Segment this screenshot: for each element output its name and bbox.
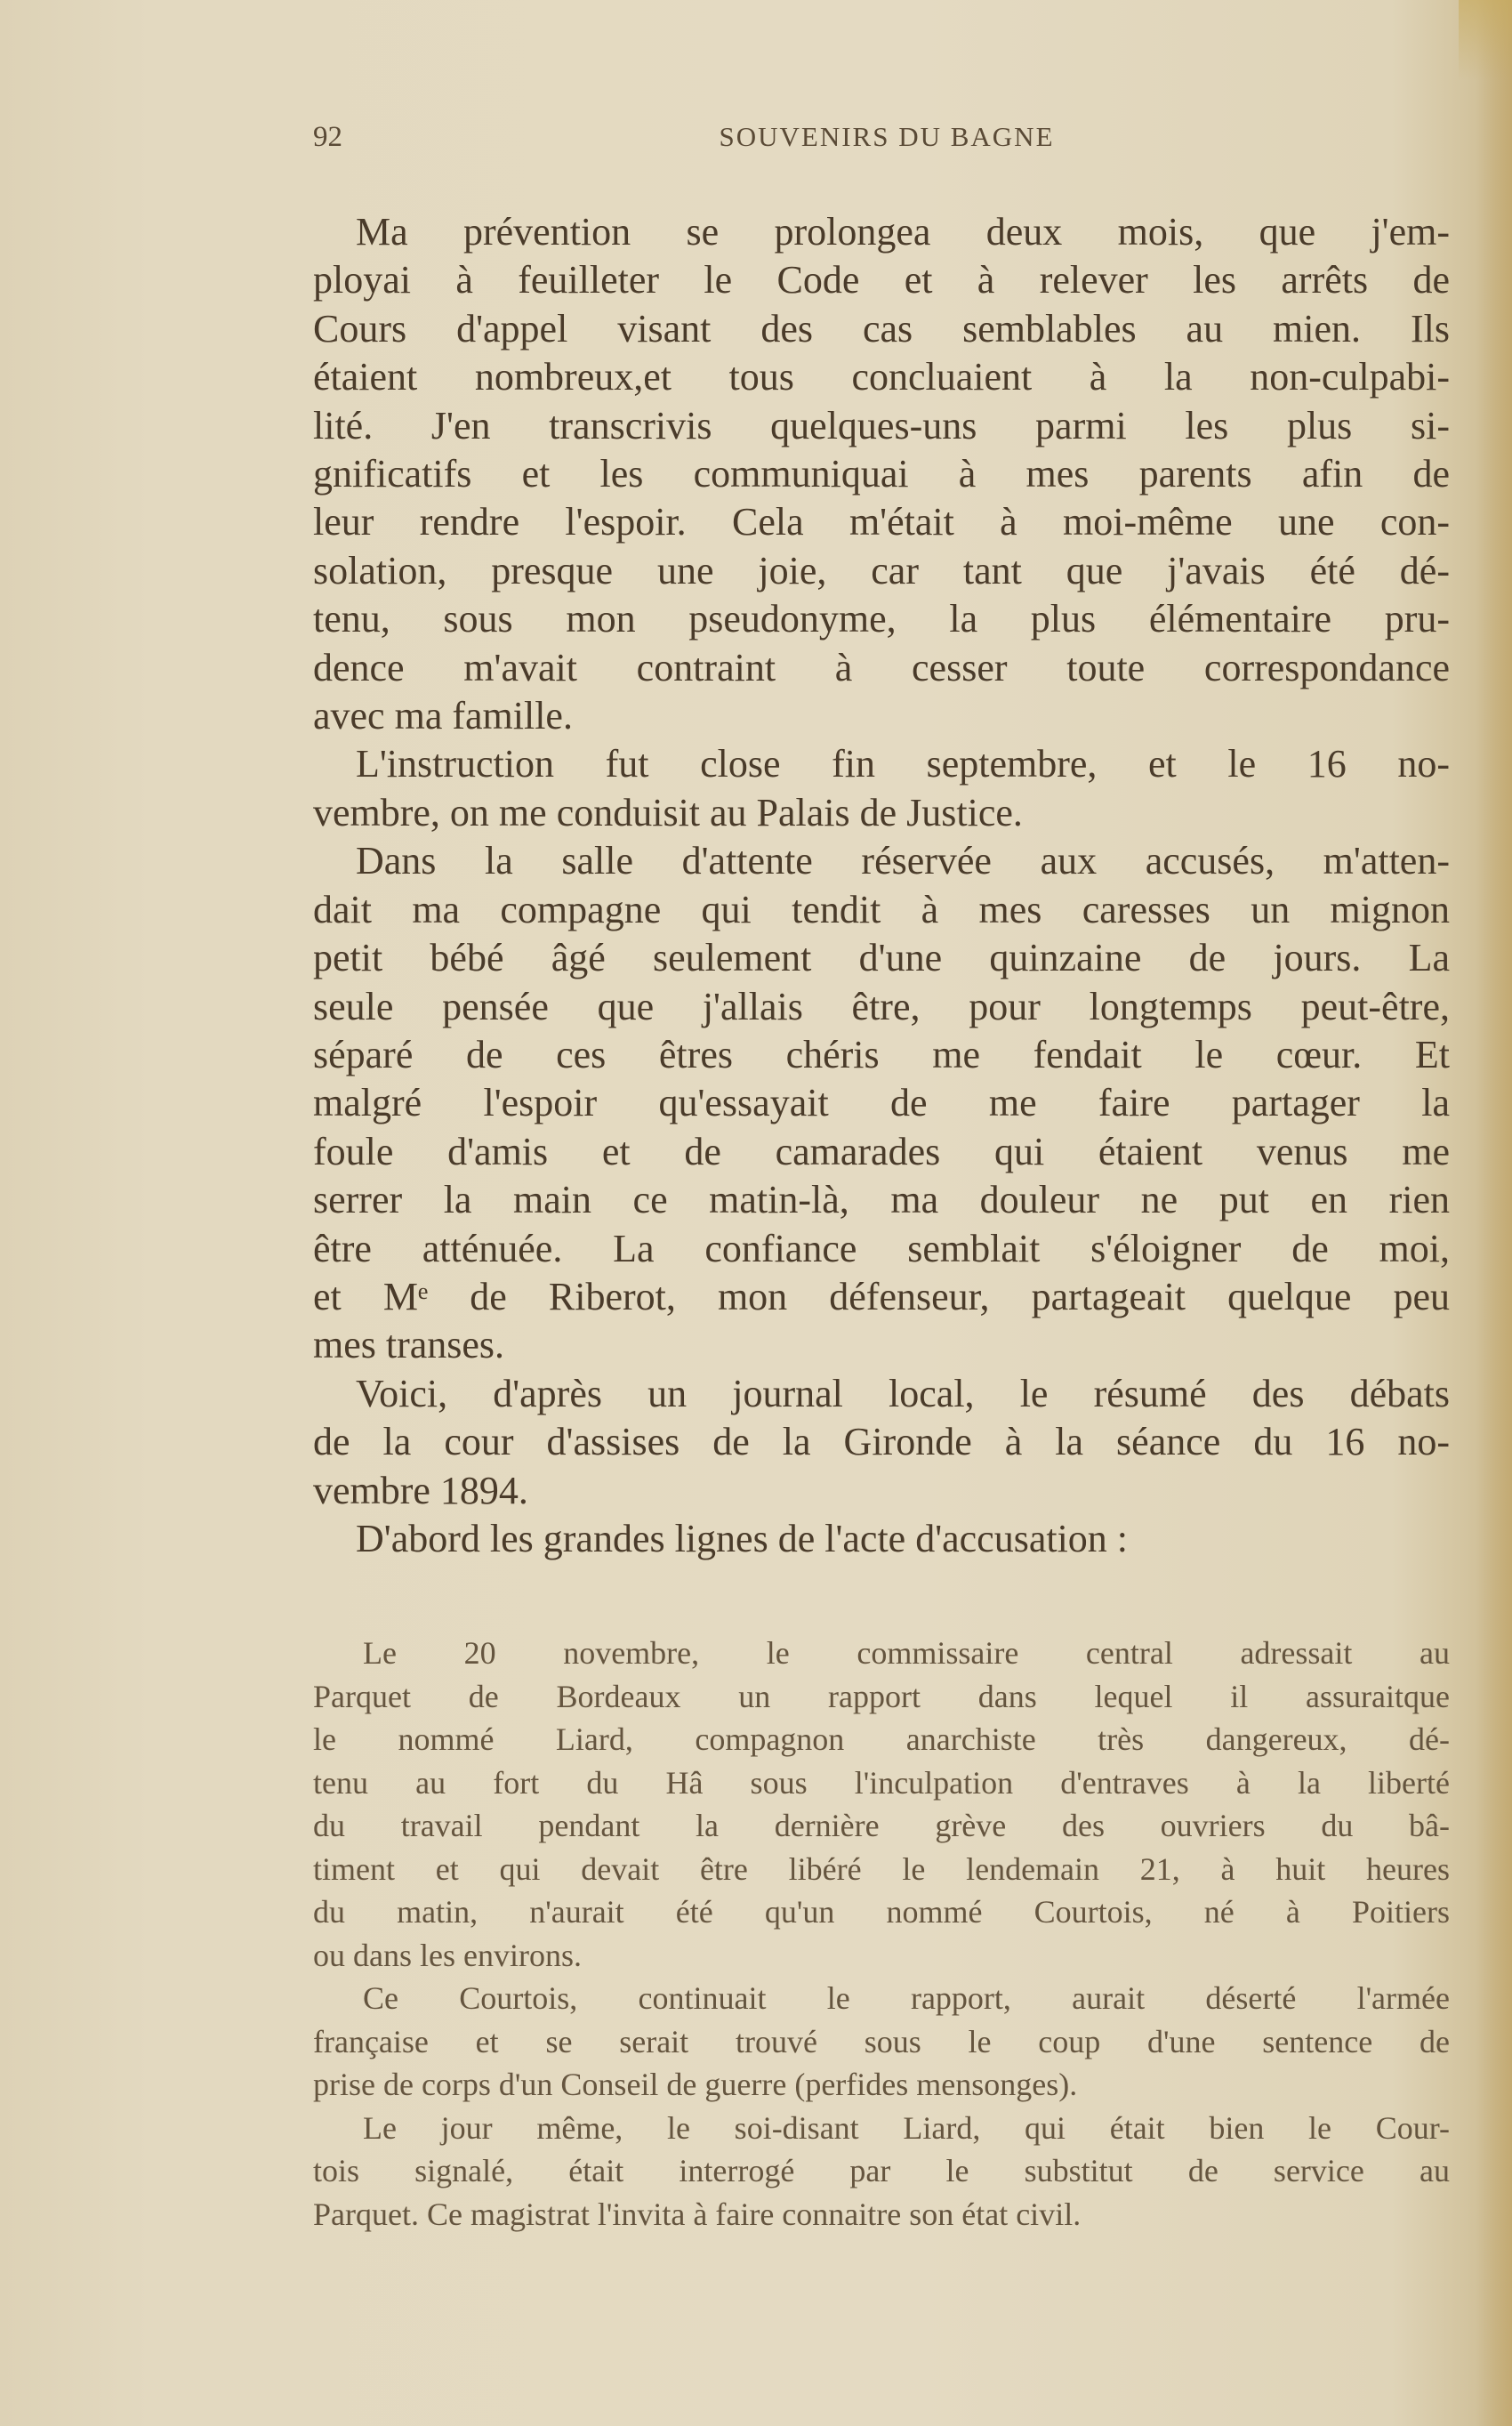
text-line: avec ma famille. xyxy=(313,694,573,738)
text-line: Cours d'appel visant des cas semblables au mien. Ils xyxy=(313,306,1450,351)
text-line: Parquet. Ce magistrat l'invita à faire connaitre son état civil. xyxy=(313,2196,1082,2232)
text-line: dait ma compagne qui tendit à mes caresses un mignon xyxy=(313,887,1450,931)
text-line: de la cour d'assises de la Gironde à la séance du 16 no- xyxy=(313,1420,1450,1464)
quote-paragraph xyxy=(313,1977,1450,2107)
text-line: D'abord les grandes lignes de l'acte d'accusation : xyxy=(356,1516,1129,1560)
text-line: étaient nombreux,et tous concluaient à la non-culpabi- xyxy=(313,355,1450,399)
text-line: malgré l'espoir qu'essayait de me faire partager la xyxy=(313,1081,1450,1125)
text-line: le nommé Liard, compagnon anarchiste très dangereux, dé- xyxy=(313,1721,1450,1757)
page-stain xyxy=(1459,0,1512,80)
text-line: mes transes. xyxy=(313,1323,505,1367)
body-paragraph xyxy=(313,1370,1450,1515)
body-paragraph xyxy=(313,740,1450,837)
main-text xyxy=(313,208,1450,1563)
text-line: dence m'avait contraint à cesser toute correspondance xyxy=(313,645,1450,689)
running-title: SOUVENIRS DU BAGNE xyxy=(719,121,1055,152)
text-line: du travail pendant la dernière grève des ouvriers du bâ- xyxy=(313,1808,1450,1843)
text-line: leur rendre l'espoir. Cela m'était à moi-même une con- xyxy=(313,500,1450,544)
quote-paragraph xyxy=(313,2107,1450,2237)
text-line: serrer la main ce matin-là, ma douleur ne put en rien xyxy=(313,1178,1450,1222)
quote-paragraph xyxy=(313,1632,1450,1977)
text-line: foule d'amis et de camarades qui étaient venus me xyxy=(313,1129,1450,1173)
text-line: solation, presque une joie, car tant que j'avais été dé- xyxy=(313,548,1450,592)
text-line: ployai à feuilleter le Code et à relever les arrêts de xyxy=(313,258,1450,302)
text-line: L'instruction fut close fin septembre, et le 16 no- xyxy=(356,742,1450,786)
page-number: 92 xyxy=(313,121,342,153)
quoted-text xyxy=(313,1632,1450,2236)
text-line: petit bébé âgé seulement d'une quinzaine de jours. La xyxy=(313,936,1450,980)
text-line: lité. J'en transcrivis quelques-uns parmi les plus si- xyxy=(313,403,1450,447)
text-line: et Mᵉ de Riberot, mon défenseur, partageait quelque peu xyxy=(313,1274,1450,1318)
body-paragraph xyxy=(313,208,1450,740)
text-line: ou dans les environs. xyxy=(313,1937,582,1973)
text-line: Voici, d'après un journal local, le résumé des débats xyxy=(356,1371,1450,1415)
body-paragraph xyxy=(313,1515,1450,1563)
text-line: séparé de ces êtres chéris me fendait le cœur. Et xyxy=(313,1032,1450,1076)
body-paragraph xyxy=(313,837,1450,1369)
text-line: seule pensée que j'allais être, pour longtemps peut-être, xyxy=(313,984,1450,1028)
text-line: vembre 1894. xyxy=(313,1468,528,1512)
page-binding-shadow xyxy=(1476,0,1512,2426)
text-line: Parquet de Bordeaux un rapport dans lequel il assuraitque xyxy=(313,1678,1450,1714)
text-line: tenu au fort du Hâ sous l'inculpation d'entraves à la liberté xyxy=(313,1764,1450,1801)
text-line: prise de corps d'un Conseil de guerre (perfides mensonges). xyxy=(313,2067,1078,2102)
text-line: tois signalé, était interrogé par le substitut de service au xyxy=(313,2153,1450,2188)
text-line: gnificatifs et les communiquai à mes parents afin de xyxy=(313,452,1450,496)
text-line: Ma prévention se prolongea deux mois, que j'em- xyxy=(356,210,1450,254)
text-line: Le 20 novembre, le commissaire central adressait au xyxy=(363,1635,1450,1671)
text-line: du matin, n'aurait été qu'un nommé Courtois, né à Poitiers xyxy=(313,1894,1450,1930)
text-line: vembre, on me conduisit au Palais de Justice. xyxy=(313,790,1023,834)
text-line: française et se serait trouvé sous le coup d'une sentence de xyxy=(313,2023,1450,2059)
text-line: Dans la salle d'attente réservée aux accusés, m'atten- xyxy=(356,839,1450,883)
text-line: timent et qui devait être libéré le lendemain 21, à huit heures xyxy=(313,1850,1450,1887)
text-line: Le jour même, le soi-disant Liard, qui était bien le Cour- xyxy=(363,2109,1450,2146)
text-line: être atténuée. La confiance semblait s'éloigner de moi, xyxy=(313,1226,1450,1270)
text-line: Ce Courtois, continuait le rapport, aurait déserté l'armée xyxy=(363,1980,1450,2016)
text-line: tenu, sous mon pseudonyme, la plus élémentaire pru- xyxy=(313,597,1450,641)
